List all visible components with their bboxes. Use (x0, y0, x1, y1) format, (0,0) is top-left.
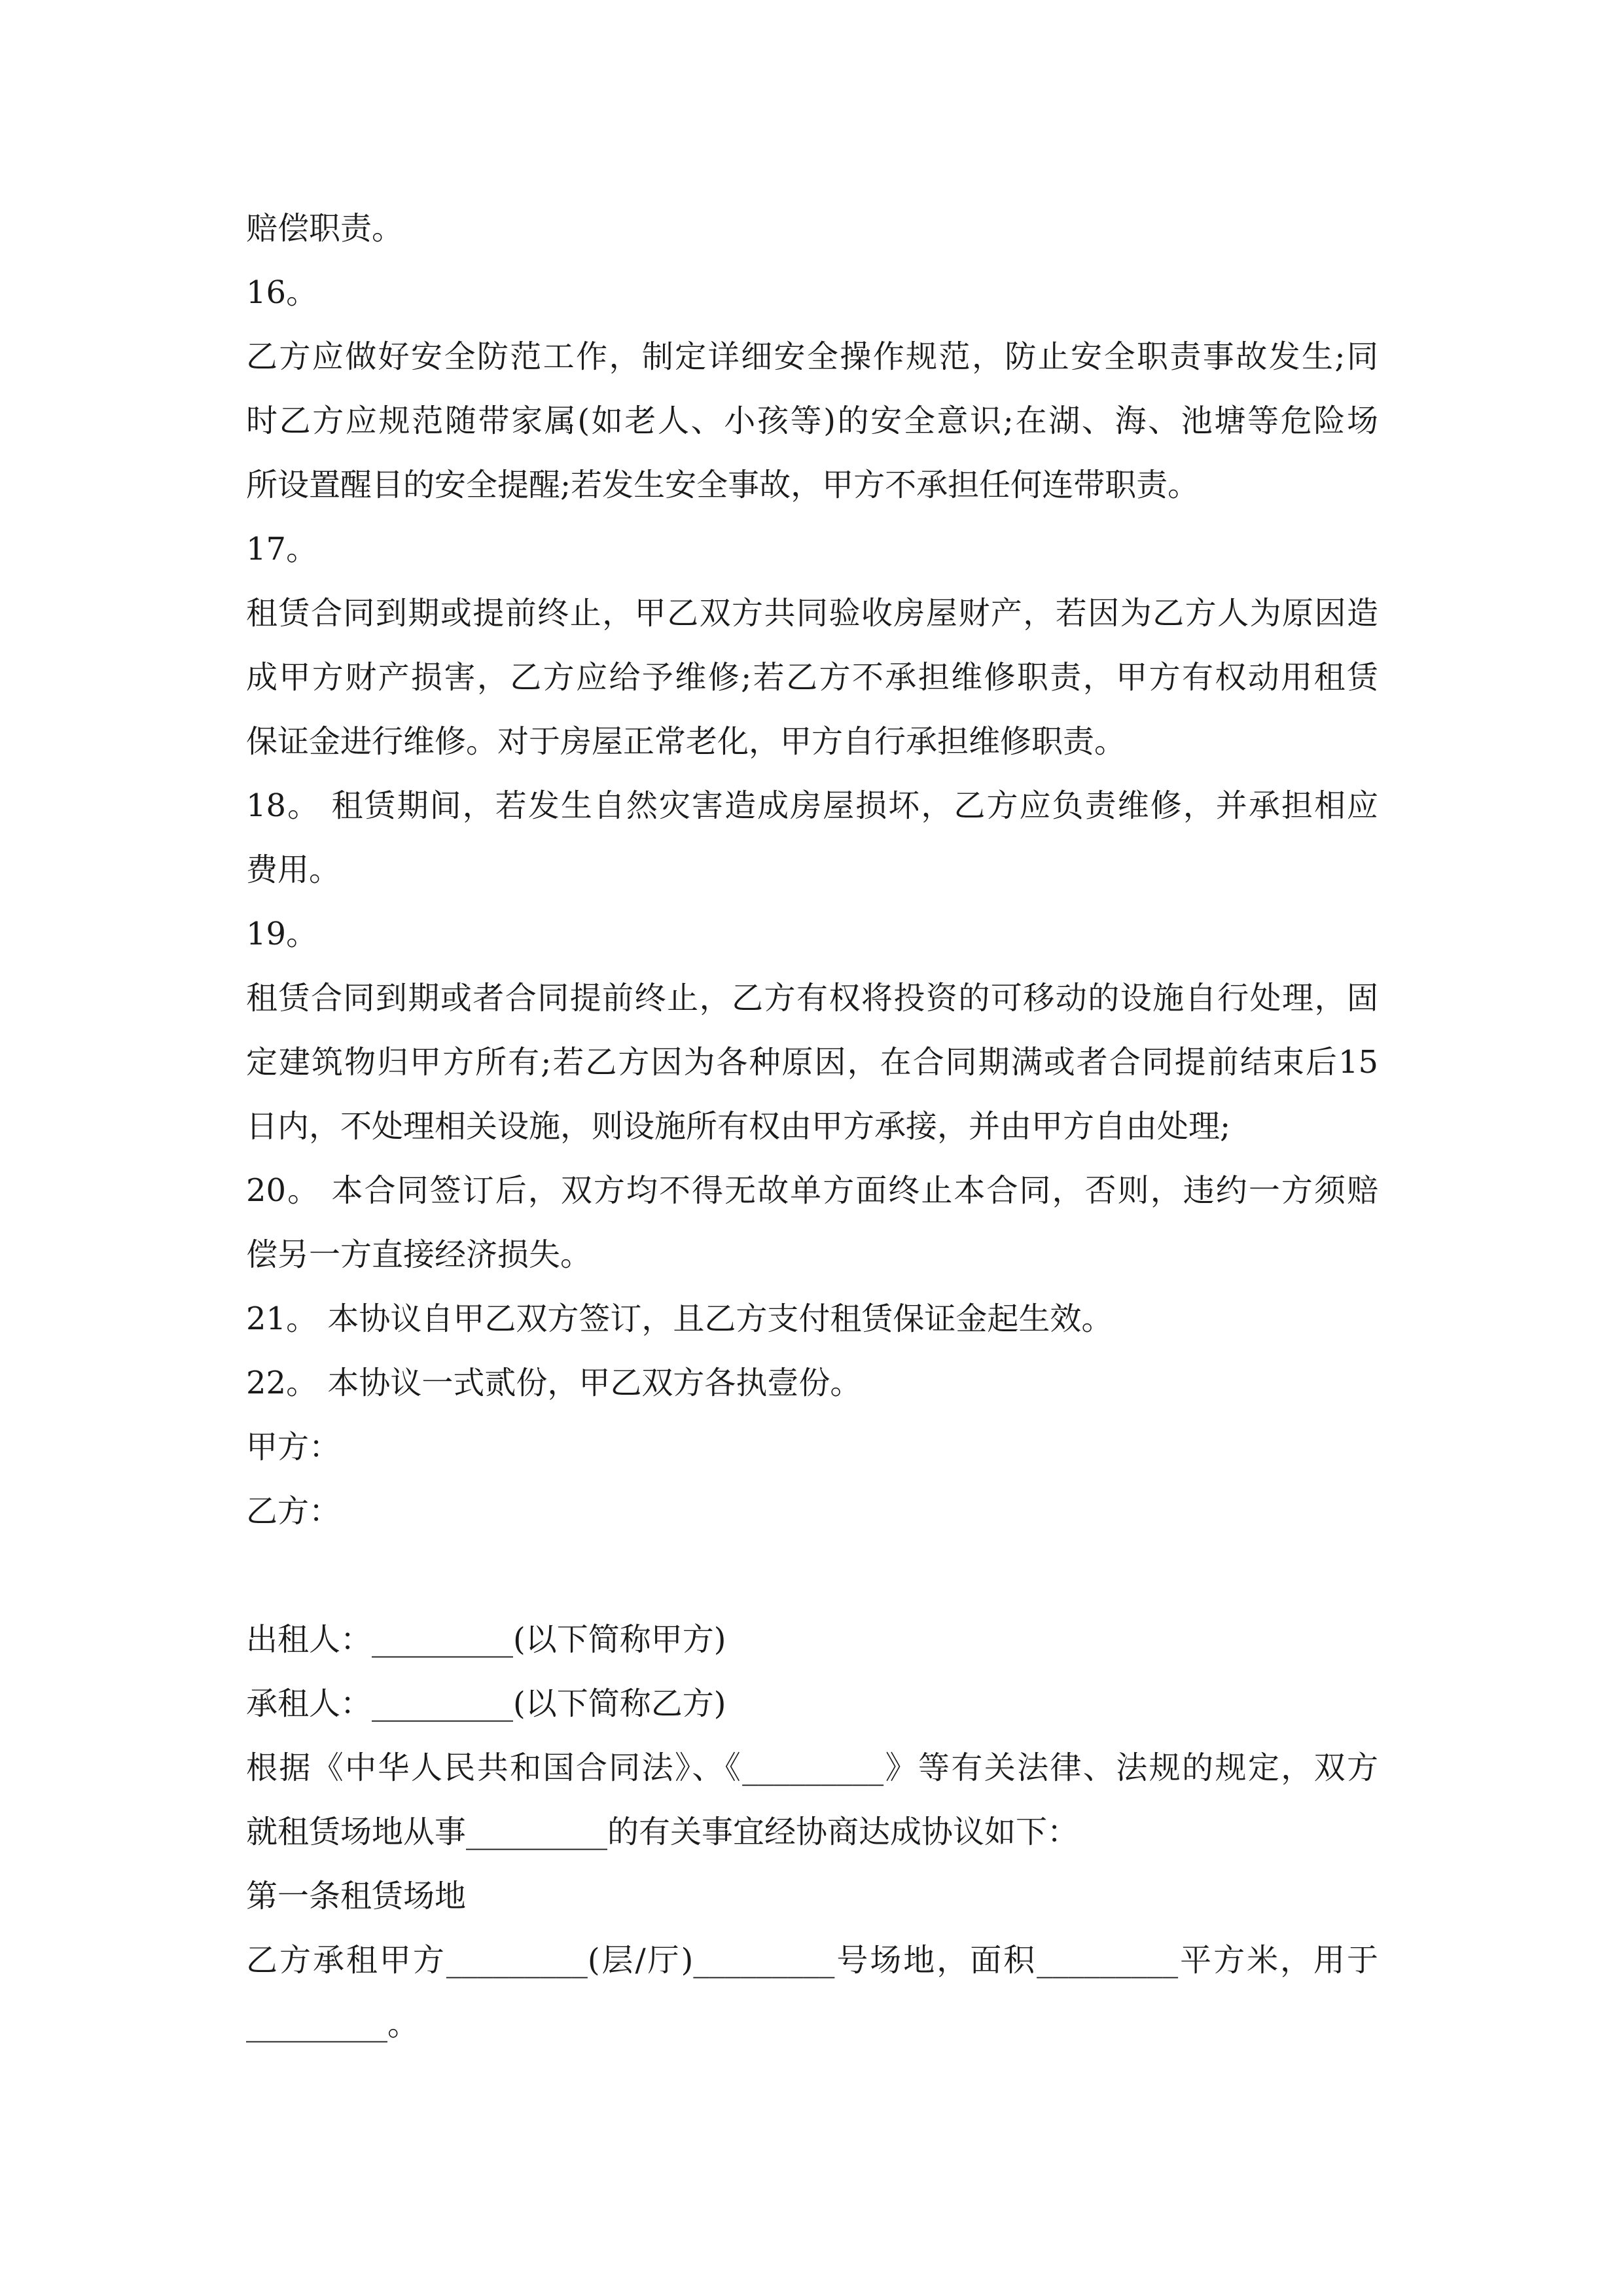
text-line: 定建筑物归甲方所有;若乙方因为各种原因，在合同期满或者合同提前结束后15 (246, 1044, 1378, 1081)
text-line: 乙方承租甲方_________(层/厅)_________号场地，面积_________平方米，用于 (246, 1942, 1378, 1979)
clause-number: 16。 (246, 274, 318, 311)
text-line: 21。 本协议自甲乙双方签订，且乙方支付租赁保证金起生效。 (246, 1300, 1113, 1337)
text-line: 保证金进行维修。对于房屋正常老化，甲方自行承担维修职责。 (246, 723, 1126, 760)
text-line: 所设置醒目的安全提醒;若发生安全事故，甲方不承担任何连带职责。 (246, 467, 1200, 503)
lessor-line: 出租人：_________(以下简称甲方) (246, 1621, 726, 1658)
text-line: 日内，不处理相关设施，则设施所有权由甲方承接，并由甲方自由处理; (246, 1108, 1231, 1145)
text-line: 租赁合同到期或者合同提前终止，乙方有权将投资的可移动的设施自行处理，固 (246, 980, 1378, 1016)
party-a-signature-label: 甲方： (246, 1429, 341, 1465)
text-line: _________。 (246, 2006, 419, 2043)
text-line: 22。 本协议一式贰份，甲乙双方各执壹份。 (246, 1365, 862, 1401)
lessee-line: 承租人：_________(以下简称乙方) (246, 1685, 726, 1722)
blank-line (246, 1543, 1378, 1607)
text-line: 成甲方财产损害，乙方应给予维修;若乙方不承担维修职责，甲方有权动用租赁 (246, 659, 1378, 696)
text-line: 赔偿职责。 (246, 210, 404, 247)
text-line: 20。 本合同签订后，双方均不得无故单方面终止本合同，否则，违约一方须赔 (246, 1172, 1378, 1209)
clause-number: 19。 (246, 916, 318, 952)
text-line: 费用。 (246, 852, 341, 888)
text-line: 就租赁场地从事_________的有关事宜经协商达成协议如下： (246, 1814, 1079, 1850)
text-line: 时乙方应规范随带家属(如老人、小孩等)的安全意识;在湖、海、池塘等危险场 (246, 403, 1378, 439)
text-line: 偿另一方直接经济损失。 (246, 1236, 592, 1273)
clause-number: 17。 (246, 531, 318, 567)
article-heading: 第一条租赁场地 (246, 1878, 467, 1914)
text-line: 租赁合同到期或提前终止，甲乙双方共同验收房屋财产，若因为乙方人为原因造 (246, 595, 1378, 632)
text-line: 乙方应做好安全防范工作，制定详细安全操作规范，防止安全职责事故发生;同 (246, 338, 1378, 375)
document-body (246, 196, 1378, 2056)
text-line: 根据《中华人民共和国合同法》、《_________》等有关法律、法规的规定，双方 (246, 1749, 1378, 1786)
party-b-signature-label: 乙方： (246, 1493, 341, 1530)
text-line: 18。 租赁期间，若发生自然灾害造成房屋损坏，乙方应负责维修，并承担相应 (246, 787, 1378, 824)
